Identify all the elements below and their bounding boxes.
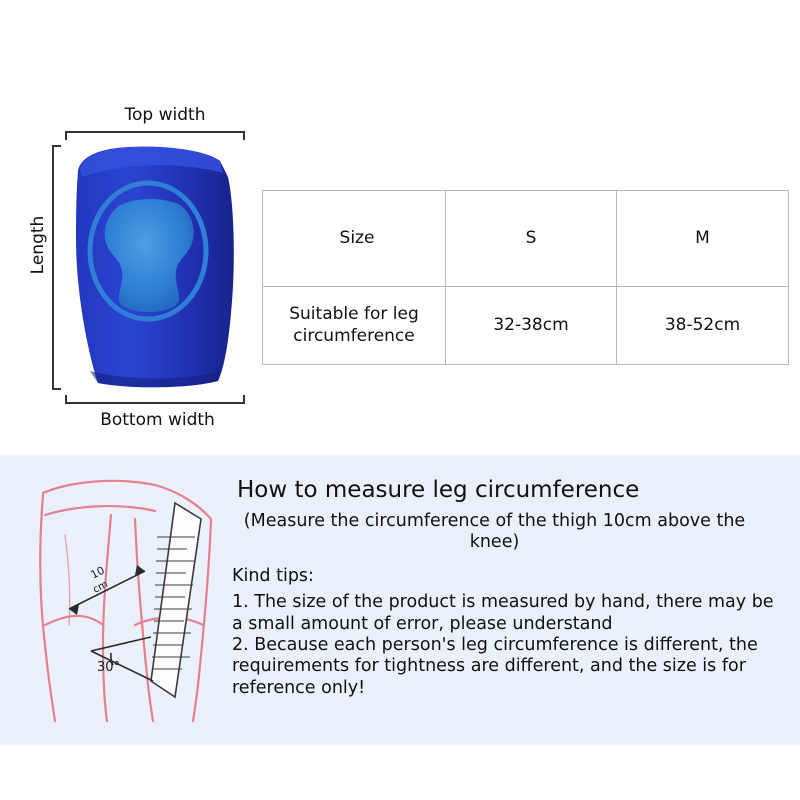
measure-instructions-section bbox=[0, 455, 800, 745]
kind-tips-label: Kind tips: bbox=[232, 566, 314, 587]
length-bracket bbox=[52, 145, 61, 390]
distance-unit-label: cm bbox=[91, 578, 110, 596]
table-cell-circumference-label: Suitable for leg circumference bbox=[263, 287, 446, 365]
table-cell-circumference-s: 32-38cm bbox=[446, 287, 617, 365]
distance-label: 10 bbox=[88, 563, 107, 582]
size-table bbox=[262, 190, 789, 365]
top-width-label: Top width bbox=[124, 105, 206, 125]
top-width-bracket bbox=[65, 131, 245, 140]
product-figure bbox=[30, 105, 245, 435]
tip-item: 2. Because each person's leg circumference is different, the requirements for tightness are different, and the size is for reference only! bbox=[232, 635, 758, 698]
bottom-width-bracket bbox=[65, 395, 245, 404]
table-cell-size-label: Size bbox=[263, 191, 446, 287]
knee-pad-image bbox=[68, 143, 243, 393]
footer-spacer bbox=[0, 745, 800, 800]
measure-heading: How to measure leg circumference bbox=[237, 477, 640, 503]
angle-label: 30° bbox=[97, 660, 121, 675]
table-row bbox=[263, 287, 789, 365]
bottom-width-label: Bottom width bbox=[100, 410, 215, 430]
tip-item: 1. The size of the product is measured by hand, there may be a small amount of error, please understand bbox=[232, 592, 774, 634]
length-label: Length bbox=[28, 215, 48, 275]
leg-measure-diagram bbox=[25, 475, 225, 725]
table-row bbox=[263, 191, 789, 287]
measure-subheading: (Measure the circumference of the thigh 10cm above the knee) bbox=[243, 510, 746, 553]
table-cell-size-s: S bbox=[446, 191, 617, 287]
table-cell-size-m: M bbox=[617, 191, 789, 287]
instructions-text-block bbox=[232, 477, 777, 699]
table-cell-circumference-m: 38-52cm bbox=[617, 287, 789, 365]
